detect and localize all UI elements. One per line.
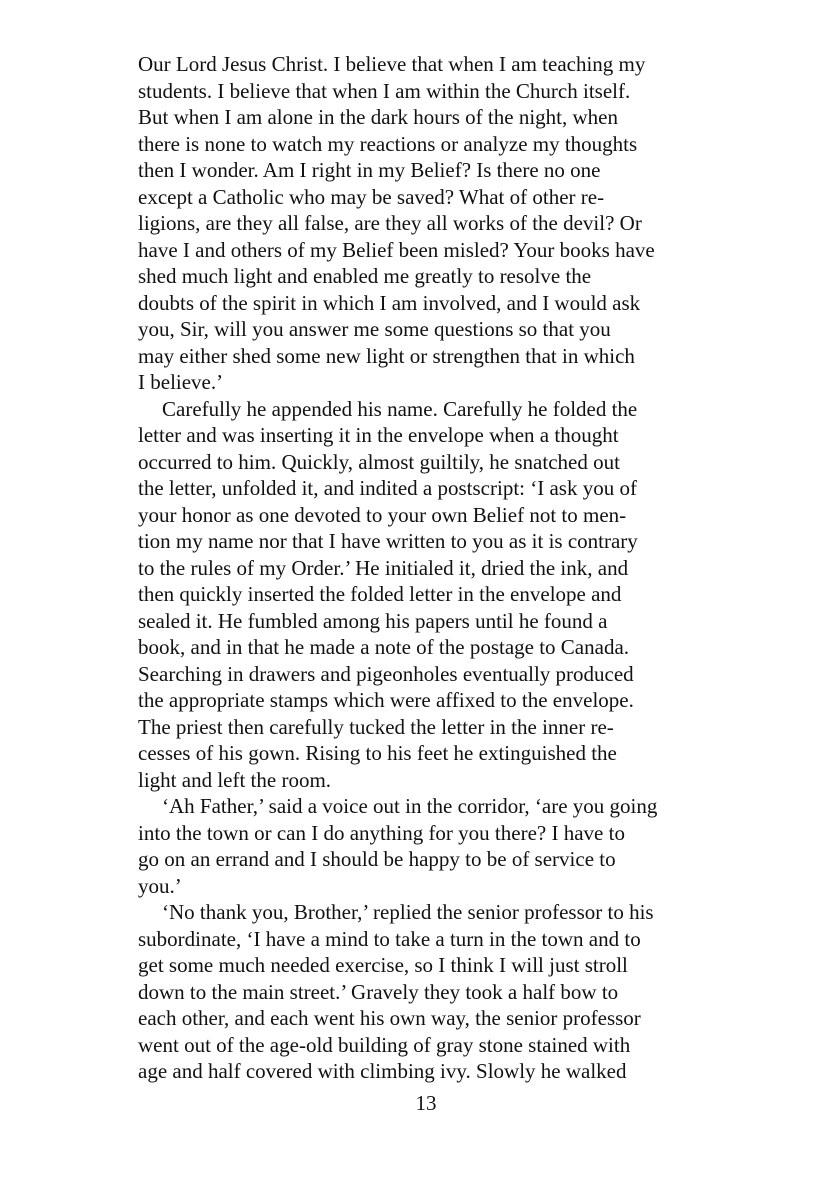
text-line: letter and was inserting it in the envelope when a thought <box>138 423 619 447</box>
text-line: you, Sir, will you answer me some questions so that you <box>138 317 611 341</box>
text-line: students. I believe that when I am within the Church itself. <box>138 78 631 103</box>
text-line: shed much light and enabled me greatly to resolve the <box>138 264 592 288</box>
text-line: into the town or can I do anything for you there? I have to <box>138 820 625 845</box>
text-line: age and half covered with climbing ivy. Slowly he walked <box>138 1059 627 1083</box>
text-line: you.’ <box>138 873 182 898</box>
text-line: doubts of the spirit in which I am involved, and I would ask <box>138 290 641 315</box>
text-line: there is none to watch my reactions or analyze my thoughts <box>138 131 638 156</box>
text-line: then I wonder. Am I right in my Belief? Is there no one <box>138 158 601 182</box>
text-line: except a Catholic who may be saved? What of other re- <box>138 184 605 209</box>
text-line: Searching in drawers and pigeonholes eventually produced <box>138 661 634 686</box>
text-line: may either shed some new light or strengthen that in which <box>138 343 635 368</box>
text-line: light and left the room. <box>138 767 332 792</box>
text-line: the appropriate stamps which were affixed to the envelope. <box>138 688 634 712</box>
text-line: The priest then carefully tucked the letter in the inner re- <box>138 714 614 739</box>
text-line: went out of the age-old building of gray stone stained with <box>138 1032 631 1057</box>
page-number: 13 <box>415 1091 437 1115</box>
text-line: Our Lord Jesus Christ. I believe that when I am teaching my <box>138 52 646 76</box>
text-line: to the rules of my Order.’ He initialed it, dried the ink, and <box>138 555 629 580</box>
text-line: the letter, unfolded it, and indited a postscript: ‘I ask you of <box>138 476 637 500</box>
text-line: have I and others of my Belief been misled? Your books have <box>138 237 655 262</box>
text-line: tion my name nor that I have written to you as it is contrary <box>138 529 638 553</box>
paragraph-start-line: ‘Ah Father,’ said a voice out in the corridor, ‘are you going <box>162 794 658 818</box>
text-line: down to the main street.’ Gravely they took a half bow to <box>138 979 619 1004</box>
page-body <box>138 51 710 1085</box>
text-line: ligions, are they all false, are they all works of the devil? Or <box>138 211 642 235</box>
text-line: sealed it. He fumbled among his papers until he found a <box>138 608 608 633</box>
text-line: each other, and each went his own way, the senior professor <box>138 1006 641 1030</box>
paragraph-start-line: ‘No thank you, Brother,’ replied the senior professor to his <box>162 900 654 924</box>
text-line: get some much needed exercise, so I think I will just stroll <box>138 953 628 977</box>
paragraph-start-line: Carefully he appended his name. Carefully he folded the <box>162 396 638 421</box>
text-line: book, and in that he made a note of the postage to Canada. <box>138 635 630 659</box>
text-line: your honor as one devoted to your own Belief not to men- <box>138 502 627 527</box>
text-line: But when I am alone in the dark hours of the night, when <box>138 105 618 129</box>
text-line: go on an errand and I should be happy to be of service to <box>138 847 616 871</box>
text-line: cesses of his gown. Rising to his feet he extinguished the <box>138 741 617 765</box>
text-line: I believe.’ <box>138 370 224 394</box>
text-line: occurred to him. Quickly, almost guiltily, he snatched out <box>138 449 620 474</box>
text-line: then quickly inserted the folded letter in the envelope and <box>138 582 622 606</box>
text-line: subordinate, ‘I have a mind to take a turn in the town and to <box>138 926 641 951</box>
